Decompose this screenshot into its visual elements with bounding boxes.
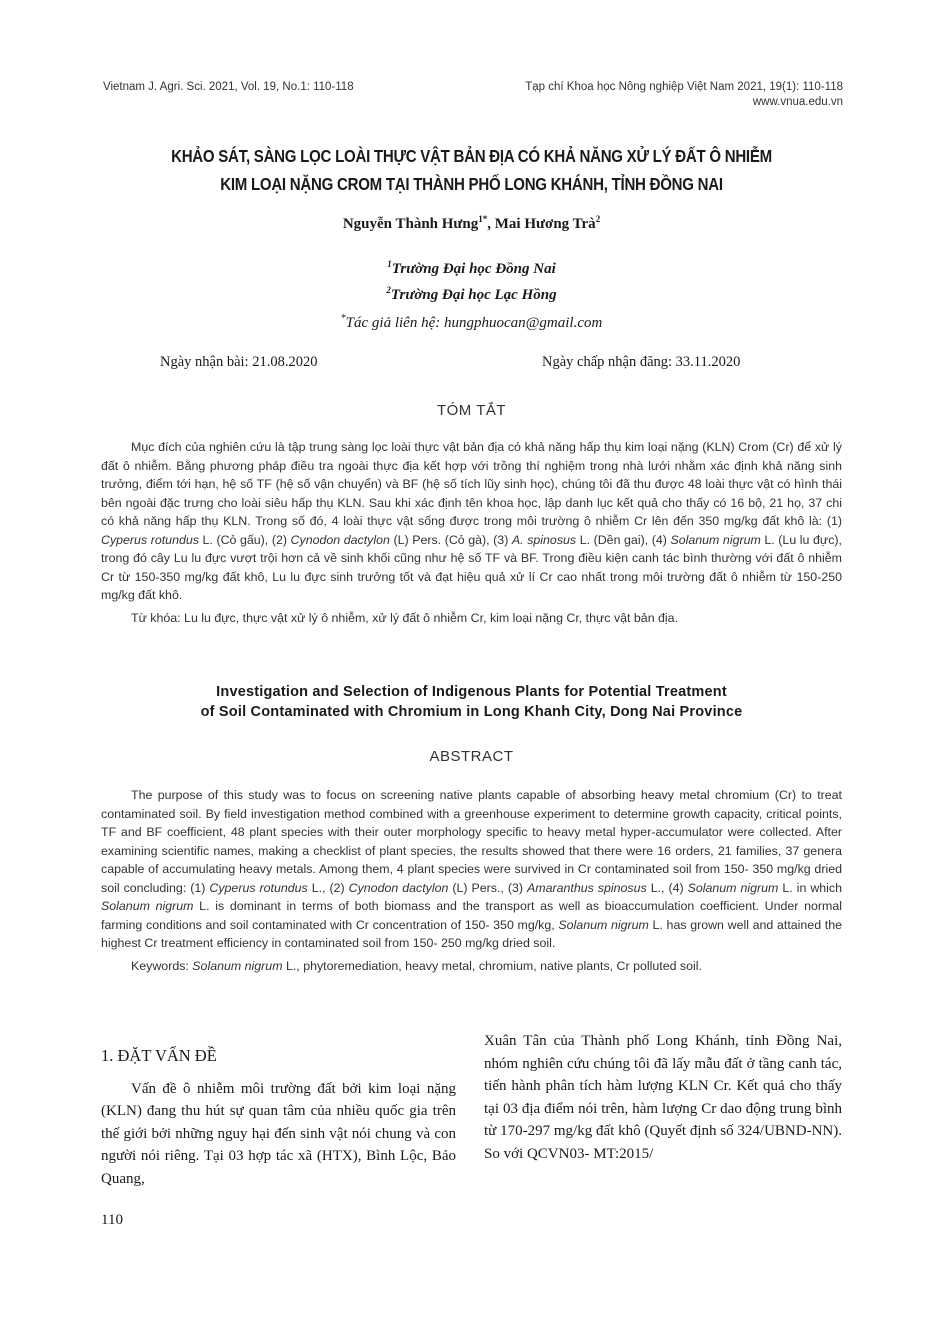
en-kw-seg: L., phytoremediation, heavy metal, chromium, native plants, Cr polluted soil. (282, 958, 702, 973)
corresponding-text: Tác giả liên hệ: hungphuocan@gmail.com (345, 315, 603, 331)
species-name: Solanum nigrum (558, 917, 649, 932)
body-column-right (484, 1030, 842, 1166)
author-2: Mai Hương Trà (494, 216, 596, 232)
page-number: 110 (101, 1212, 123, 1228)
section-heading: 1. ĐẶT VẤN ĐỀ (101, 1046, 217, 1065)
affiliation-2-sup: 2 (386, 285, 391, 295)
en-kw-seg: Keywords: (131, 958, 193, 973)
title-en-line1: Investigation and Selection of Indigenous Plants for Potential Treatment (216, 684, 727, 700)
species-name: Cyperus rotundus (101, 532, 199, 547)
corresponding-author (0, 313, 943, 332)
species-name: Cyperus rotundus (209, 880, 308, 895)
title-vi-line2: KIM LOẠI NẶNG CROM TẠI THÀNH PHỐ LONG KHÁNH, TỈNH ĐỒNG NAI (220, 174, 723, 194)
author-separator: , (487, 216, 495, 232)
species-name: Solanum nigrum (101, 899, 194, 913)
title-en-line2: of Soil Contaminated with Chromium in Long Khanh City, Dong Nai Province (200, 704, 743, 720)
author-1: Nguyễn Thành Hưng (342, 216, 479, 232)
en-abs-seg: L., (4) (646, 880, 688, 895)
en-keywords (101, 957, 842, 976)
journal-header-vi-line: Tạp chí Khoa học Nông nghiệp Việt Nam 2021, 19(1): 110-118 (525, 81, 843, 93)
affiliation-2 (0, 280, 943, 306)
en-abstract-text (101, 786, 842, 953)
vi-keywords: Từ khóa: Lu lu đực, thực vật xử lý ô nhiễm, xử lý đất ô nhiễm Cr, kim loại nặng Cr, thực vật bản địa. (131, 610, 679, 625)
vi-abs-seg: (L) Pers. (Cỏ gà), (3) (389, 532, 512, 547)
en-abs-seg: L. is dominant in terms of both biomass and the transport as well as bioaccumulation coefficient. Under normal farming conditions and soil contaminated with Cr concentration of 150- 350 mg/kg, (101, 899, 842, 932)
affiliations (0, 254, 943, 306)
journal-website: www.vnua.edu.vn (752, 96, 843, 108)
en-abs-seg: The purpose of this study was to focus on screening native plants capable of absorbing heavy metal chromium (Cr) to treat contaminated soil. By field investigation method combined with a greenhouse experiment to determine growth capacity, critical points, TF and BF coefficient, 48 plant species with their outer morphology specific to heavy metal hyper-accumulator were collected. After examining scientific names, making a checklist of plant species, the results showed that there were 16 orders, 21 families, 37 genera capable of accumulating heavy metals. Among them, 4 plant species were survived in Cr contaminated soil from 150- 350 mg/kg dried soil concluding: (1) (101, 788, 842, 895)
title-english (0, 682, 943, 722)
species-name: Solanum nigrum (670, 532, 761, 547)
title-vietnamese (135, 142, 808, 198)
affiliation-1 (0, 254, 943, 280)
title-vi-line1: KHẢO SÁT, SÀNG LỌC LOÀI THỰC VẬT BẢN ĐỊA CÓ KHẢ NĂNG XỬ LÝ ĐẤT Ô NHIỄM (171, 146, 772, 166)
journal-header-en: Vietnam J. Agri. Sci. 2021, Vol. 19, No.1: 110-118 (103, 81, 354, 93)
species-name: Amaranthus spinosus (527, 880, 647, 895)
species-name: A. spinosus (511, 532, 577, 547)
vi-abstract-heading: TÓM TẮT (436, 402, 507, 419)
body-paragraph: Xuân Tân của Thành phố Long Khánh, tỉnh Đồng Nai, nhóm nghiên cứu chúng tôi đã lấy mẫu đất ở tầng canh tác, tiến hành phân tích hàm lượng KLN Cr. Kết quả cho thấy tại 03 địa điểm nói trên, hàm lượng Cr dao động trung bình từ 170-297 mg/kg đất khô (Quyết định số 324/UBND-NN). So với QCVN03- MT:2015/ (484, 1033, 842, 1162)
affiliation-1-sup: 1 (387, 259, 392, 269)
en-abstract-heading: ABSTRACT (429, 748, 514, 765)
species-name: Cynodon dactylon (348, 880, 449, 895)
body-column-left (101, 1045, 456, 1191)
en-abs-seg: L. has grown well and attained the highest Cr treatment efficiency in contaminated soil from 150- 250 mg/kg dried soil. (101, 917, 842, 950)
species-name: Solanum nigrum (687, 880, 779, 895)
author-1-sup: 1* (478, 214, 488, 224)
vi-abs-seg: L. (Dền gai), (4) (576, 532, 671, 547)
en-abs-seg: L., (2) (307, 880, 349, 895)
body-paragraph: Vấn đề ô nhiễm môi trường đất bởi kim loại nặng (KLN) đang thu hút sự quan tâm của nhiều quốc gia trên thế giới bởi những nguy hại đến sinh vật nói chung và con người nói riêng. Tại 03 hợp tác xã (HTX), Bình Lộc, Bảo Quang, (101, 1080, 456, 1187)
journal-header-vi (525, 80, 843, 110)
vi-abstract (101, 438, 842, 627)
authors (0, 214, 943, 233)
en-abs-seg: L. in which (778, 880, 842, 895)
species-name: Solanum nigrum (192, 958, 283, 973)
vi-abs-seg: Mục đích của nghiên cứu là tập trung sàng lọc loài thực vật bản địa có khả năng hấp thụ kim loại nặng (KLN) Crom (Cr) để xử lý đất ô nhiễm. Bằng phương pháp điều tra ngoài thực địa kết hợp với trồng thí nghiệm trong nhà lưới nhằm xác định khả năng sinh trưởng, điểm tới hạn, hệ số TF (hệ số vận chuyển) và BF (hệ số tích lũy sinh học), chúng tôi đã thu được 48 loài thực vật có hình thái bên ngoài đặc trưng cho loài siêu hấp thụ KLN. Sau khi xác định tên khoa học, lập danh lục kết quả cho thấy có 16 bộ, 21 họ, 37 chi có khả năng hấp thụ KLN. Trong số đó, 4 loài thực vật sống được trong môi trường ô nhiễm Cr lên đến 350 mg/kg đất khô là: (1) (101, 440, 842, 528)
species-name: Cynodon dactylon (290, 532, 390, 547)
accepted-date: Ngày chấp nhận đăng: 33.11.2020 (542, 354, 741, 370)
vi-abs-seg: L. (Cỏ gấu), (2) (198, 532, 291, 547)
affiliation-2-name: Trường Đại học Lạc Hồng (390, 287, 557, 303)
affiliation-1-name: Trường Đại học Đồng Nai (391, 261, 556, 277)
received-date: Ngày nhận bài: 21.08.2020 (160, 354, 318, 370)
en-abstract (101, 786, 842, 975)
vi-abs-seg: L. (Lu lu đực), trong đó cây Lu lu đực vượt trội hơn cả về sinh khối cũng như hệ số TF và BF. Trong điều kiện canh tác bình thường với đất ô nhiễm Cr từ 150-350 mg/kg đất khô, Lu lu đực sinh trưởng tốt và đạt hiệu quả xử lí Cr cao nhất trong môi trường đất ô nhiễm từ 150-250 mg/kg đất khô. (101, 532, 842, 602)
author-2-sup: 2 (595, 214, 601, 224)
vi-abstract-text (101, 438, 842, 605)
corresponding-sup: * (340, 313, 346, 324)
en-abs-seg: (L) Pers., (3) (448, 880, 527, 895)
